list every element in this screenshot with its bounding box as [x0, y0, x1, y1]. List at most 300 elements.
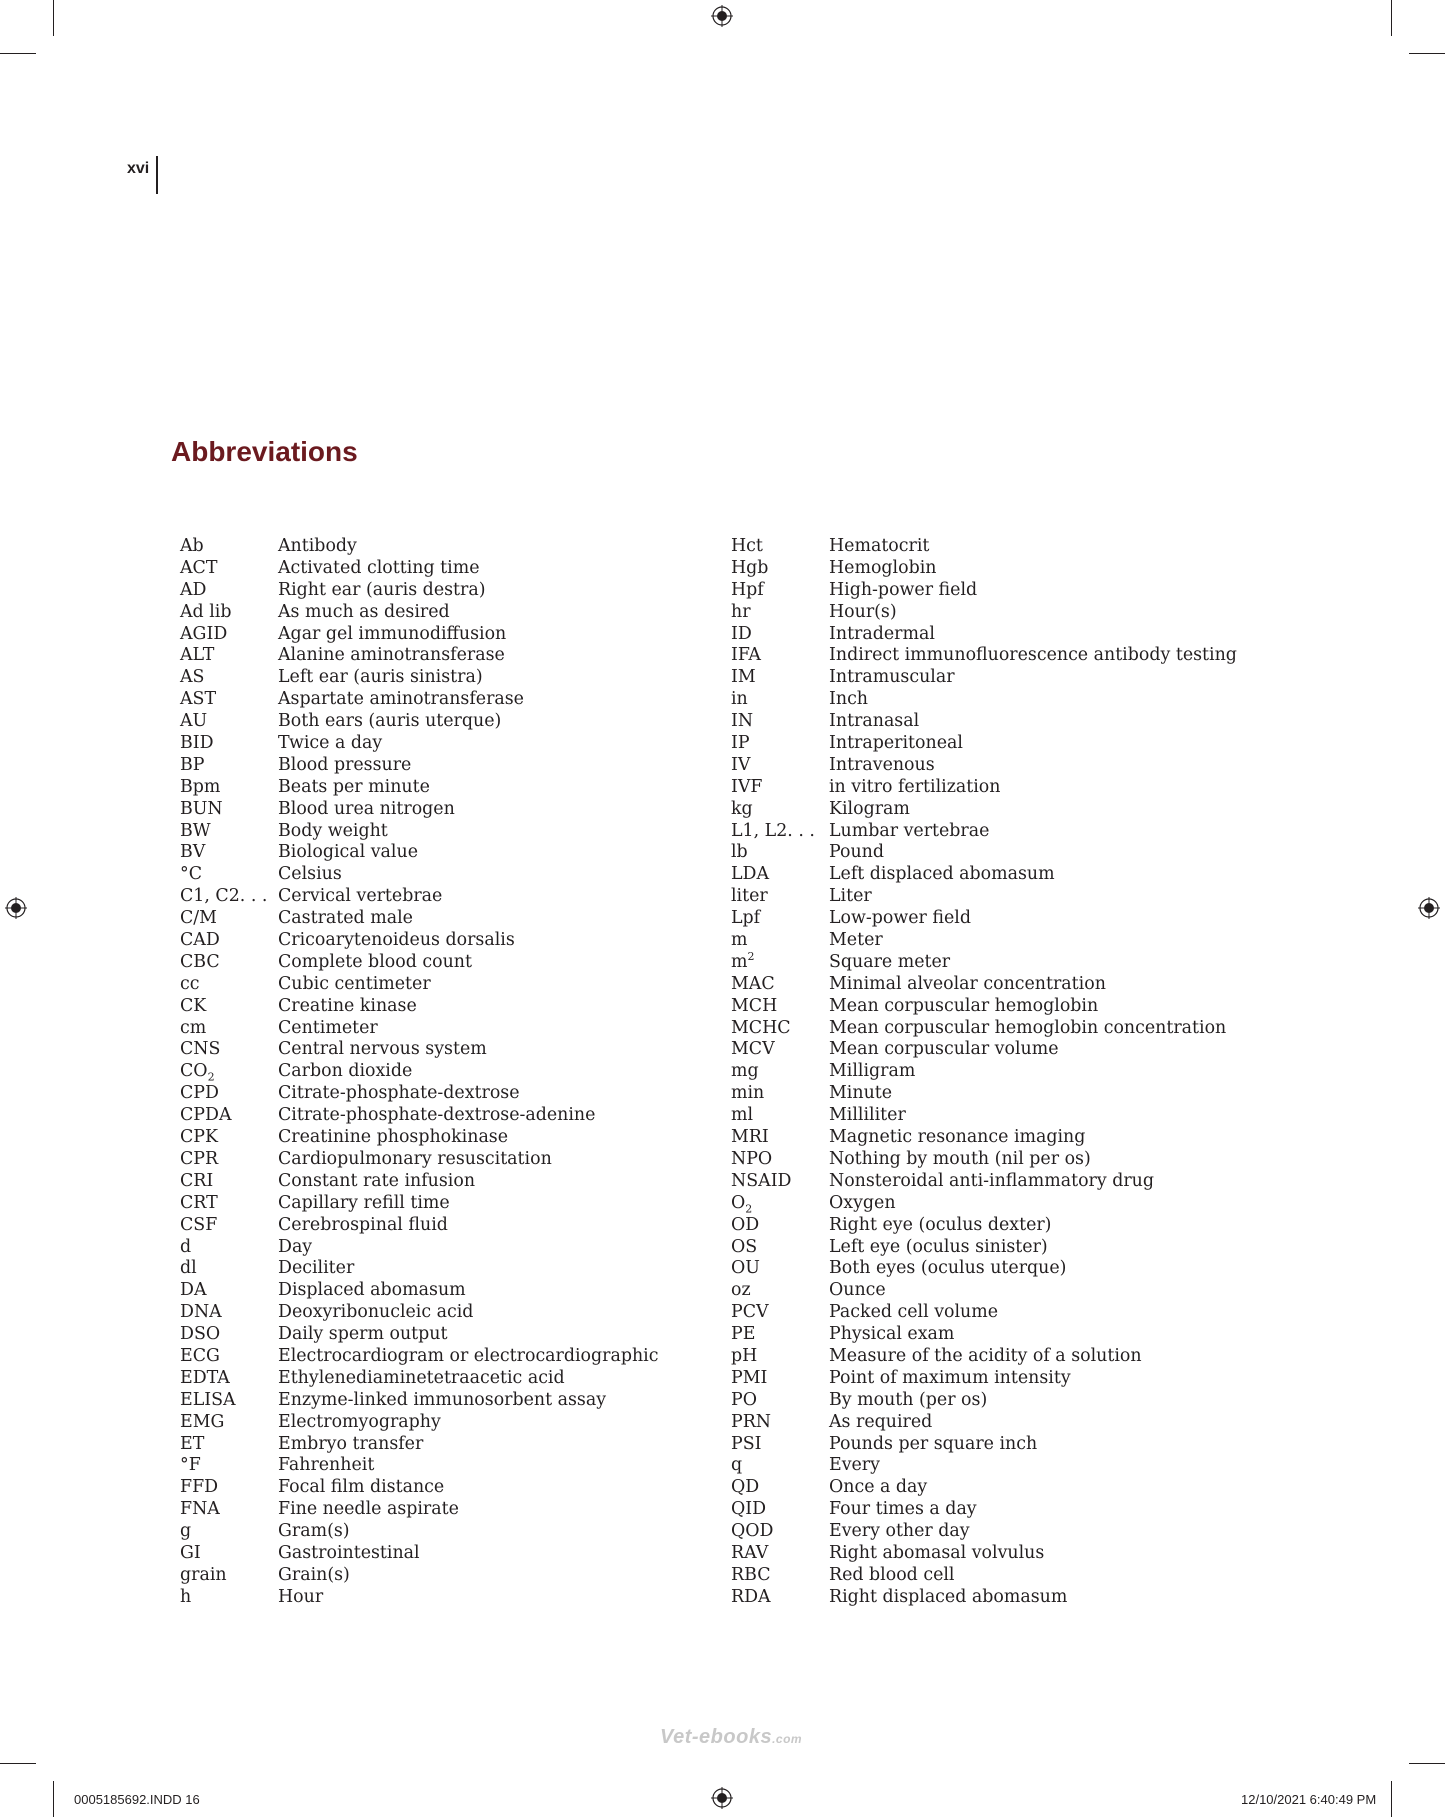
abbreviation-entry — [180, 1499, 658, 1521]
abbreviation-entry — [180, 1018, 658, 1040]
abbreviation-definition: Hematocrit — [829, 536, 930, 556]
abbreviation-definition: As much as desired — [278, 601, 450, 622]
abbreviation-term — [731, 799, 829, 821]
abbreviation-definition: Nonsteroidal anti-inflammatory drug — [829, 1170, 1155, 1191]
abbreviation-entry — [731, 1061, 1237, 1083]
abbreviation-text: Lpf — [731, 908, 761, 929]
abbreviations-column-right — [731, 536, 1237, 1609]
abbreviation-entry — [731, 1412, 1237, 1434]
abbreviation-definition: Gram(s) — [278, 1521, 350, 1542]
abbreviation-definition: Ethylenediaminetetraacetic acid — [278, 1367, 565, 1388]
abbreviation-definition: Enzyme-linked immunosorbent assay — [278, 1389, 607, 1410]
abbreviation-term — [180, 842, 278, 864]
abbreviation-definition: Right displaced abomasum — [829, 1586, 1068, 1607]
abbreviation-text: CK — [180, 995, 207, 1016]
abbreviation-entry — [731, 1346, 1237, 1368]
abbreviation-text: IN — [731, 711, 754, 732]
abbreviation-definition: Right eye (oculus dexter) — [829, 1214, 1052, 1235]
abbreviation-entry — [180, 536, 658, 558]
abbreviation-entry — [180, 667, 658, 689]
watermark-text: Vet-ebooks — [660, 1726, 773, 1748]
abbreviation-term — [180, 1258, 278, 1280]
abbreviation-term — [731, 711, 829, 733]
abbreviation-term — [731, 645, 829, 667]
abbreviation-entry — [180, 580, 658, 602]
abbreviation-text: g — [180, 1521, 192, 1542]
abbreviation-text: oz — [731, 1280, 751, 1301]
abbreviation-entry — [731, 755, 1237, 777]
abbreviation-definition: Intramuscular — [829, 667, 955, 688]
abbreviation-term — [180, 974, 278, 996]
abbreviation-definition: Castrated male — [278, 908, 413, 929]
abbreviation-entry — [731, 1083, 1237, 1105]
abbreviation-text: CPDA — [180, 1105, 232, 1126]
abbreviation-entry — [180, 1280, 658, 1302]
abbreviation-term — [731, 908, 829, 930]
abbreviation-term — [180, 1587, 278, 1609]
abbreviation-entry — [180, 821, 658, 843]
abbreviation-text: d — [180, 1236, 192, 1257]
abbreviation-term — [180, 952, 278, 974]
abbreviation-text: NPO — [731, 1148, 773, 1169]
abbreviation-term — [731, 1018, 829, 1040]
abbreviation-definition: Mean corpuscular volume — [829, 1039, 1059, 1060]
abbreviation-definition: Meter — [829, 930, 883, 951]
abbreviation-term — [731, 1390, 829, 1412]
abbreviation-definition: Both ears (auris uterque) — [278, 711, 502, 732]
abbreviation-text: cc — [180, 973, 200, 994]
abbreviation-text: in — [731, 689, 748, 710]
abbreviation-definition: Right ear (auris destra) — [278, 579, 486, 600]
abbreviation-definition: Electromyography — [278, 1411, 441, 1432]
abbreviation-term — [180, 1521, 278, 1543]
abbreviation-text: Ad lib — [180, 601, 232, 622]
abbreviation-text: IFA — [731, 645, 761, 666]
abbreviation-entry — [731, 1193, 1237, 1215]
abbreviation-text: L1, L2. . . — [731, 820, 815, 841]
abbreviation-term — [731, 1412, 829, 1434]
abbreviation-text: CSF — [180, 1214, 218, 1235]
abbreviation-term — [731, 1543, 829, 1565]
abbreviation-entry — [731, 558, 1237, 580]
abbreviation-definition: Left displaced abomasum — [829, 864, 1055, 885]
abbreviation-entry — [180, 1215, 658, 1237]
abbreviation-term — [180, 1237, 278, 1259]
abbreviation-term — [180, 1018, 278, 1040]
abbreviation-entry — [731, 799, 1237, 821]
abbreviation-text: CRT — [180, 1192, 218, 1213]
abbreviation-entry — [180, 952, 658, 974]
abbreviation-term — [731, 1434, 829, 1456]
abbreviation-entry — [731, 996, 1237, 1018]
abbreviation-definition: Cervical vertebrae — [278, 886, 443, 907]
abbreviation-text: Ab — [180, 536, 204, 556]
abbreviation-entry — [180, 624, 658, 646]
abbreviation-entry — [180, 689, 658, 711]
abbreviation-entry — [180, 930, 658, 952]
abbreviation-text: MCH — [731, 995, 778, 1016]
abbreviation-entry — [731, 1280, 1237, 1302]
abbreviation-entry — [180, 1587, 658, 1609]
abbreviation-term — [180, 1127, 278, 1149]
abbreviation-definition: As required — [829, 1411, 933, 1432]
abbreviation-term — [731, 1455, 829, 1477]
abbreviation-entry — [731, 1477, 1237, 1499]
abbreviation-entry — [180, 996, 658, 1018]
abbreviation-text: Hgb — [731, 557, 769, 578]
abbreviation-definition: Body weight — [278, 820, 388, 841]
abbreviation-definition: Cardiopulmonary resuscitation — [278, 1148, 552, 1169]
abbreviation-term — [180, 733, 278, 755]
abbreviation-term — [180, 1083, 278, 1105]
abbreviation-term — [180, 1499, 278, 1521]
abbreviation-definition: Kilogram — [829, 798, 910, 819]
abbreviation-term — [731, 689, 829, 711]
abbreviation-text: mg — [731, 1061, 759, 1082]
abbreviation-term — [731, 842, 829, 864]
abbreviation-definition: Red blood cell — [829, 1564, 955, 1585]
abbreviation-entry — [731, 645, 1237, 667]
abbreviation-text: hr — [731, 601, 751, 622]
abbreviation-text: QD — [731, 1477, 760, 1498]
abbreviation-term — [731, 1171, 829, 1193]
abbreviation-term — [731, 1587, 829, 1609]
abbreviation-text: pH — [731, 1345, 758, 1366]
abbreviation-entry — [731, 1368, 1237, 1390]
abbreviation-definition: Deciliter — [278, 1258, 355, 1279]
abbreviation-term — [731, 1346, 829, 1368]
abbreviation-term — [731, 1477, 829, 1499]
abbreviation-definition: Square meter — [829, 951, 951, 972]
abbreviation-entry — [180, 1127, 658, 1149]
abbreviation-text: IP — [731, 733, 750, 754]
abbreviation-entry — [731, 1258, 1237, 1280]
abbreviation-entry — [180, 886, 658, 908]
abbreviation-definition: Oxygen — [829, 1192, 896, 1213]
abbreviation-entry — [180, 1521, 658, 1543]
abbreviation-text: ALT — [180, 645, 215, 666]
abbreviation-term — [731, 1280, 829, 1302]
abbreviation-term — [180, 1324, 278, 1346]
abbreviation-entry — [731, 624, 1237, 646]
abbreviation-definition: Point of maximum intensity — [829, 1367, 1071, 1388]
abbreviation-text: QOD — [731, 1521, 774, 1542]
abbreviation-subscript: 2 — [745, 1202, 753, 1216]
abbreviation-definition: Day — [278, 1236, 313, 1257]
abbreviation-entry — [180, 1105, 658, 1127]
abbreviation-term — [731, 974, 829, 996]
abbreviation-text: ID — [731, 623, 752, 644]
abbreviation-entry — [180, 1083, 658, 1105]
abbreviation-text: IVF — [731, 776, 763, 797]
abbreviation-entry — [180, 1193, 658, 1215]
abbreviation-entry — [731, 974, 1237, 996]
abbreviation-entry — [731, 1434, 1237, 1456]
abbreviation-term — [180, 1215, 278, 1237]
abbreviation-term — [180, 1434, 278, 1456]
abbreviation-entry — [731, 711, 1237, 733]
registration-mark-icon — [711, 1787, 733, 1809]
abbreviation-superscript: 2 — [747, 950, 755, 964]
abbreviation-text: MAC — [731, 973, 775, 994]
abbreviation-entry — [180, 864, 658, 886]
abbreviation-text: PE — [731, 1324, 756, 1345]
abbreviation-entry — [731, 1324, 1237, 1346]
abbreviation-entry — [731, 1018, 1237, 1040]
abbreviation-definition: Every other day — [829, 1521, 970, 1542]
abbreviation-definition: Intraperitoneal — [829, 733, 963, 754]
abbreviation-definition: Creatinine phosphokinase — [278, 1127, 509, 1148]
abbreviation-entry — [731, 1587, 1237, 1609]
abbreviation-term — [731, 733, 829, 755]
abbreviation-term — [180, 645, 278, 667]
abbreviation-text: PCV — [731, 1302, 769, 1323]
abbreviation-text: °C — [180, 864, 203, 885]
abbreviation-term — [731, 1565, 829, 1587]
abbreviation-definition: Complete blood count — [278, 951, 472, 972]
abbreviation-text: DA — [180, 1280, 207, 1301]
abbreviation-entry — [180, 602, 658, 624]
abbreviation-entry — [731, 908, 1237, 930]
abbreviation-text: ACT — [180, 557, 218, 578]
abbreviation-definition: in vitro fertilization — [829, 776, 1001, 797]
abbreviations-column-left — [180, 536, 658, 1609]
abbreviation-entry — [180, 1324, 658, 1346]
abbreviation-text: C1, C2. . . — [180, 886, 268, 907]
abbreviation-term — [180, 1346, 278, 1368]
crop-mark — [1391, 0, 1392, 36]
abbreviation-definition: Fine needle aspirate — [278, 1499, 459, 1520]
abbreviation-text: RAV — [731, 1542, 769, 1563]
abbreviation-definition: Hour — [278, 1586, 324, 1607]
watermark-logo — [660, 1726, 802, 1749]
abbreviation-definition: Embryo transfer — [278, 1433, 424, 1454]
abbreviation-entry — [180, 799, 658, 821]
abbreviation-text: BP — [180, 754, 205, 775]
abbreviation-definition: Biological value — [278, 842, 418, 863]
abbreviation-term — [180, 1280, 278, 1302]
page-title: Abbreviations — [171, 436, 358, 467]
abbreviation-definition: Citrate-phosphate-dextrose-adenine — [278, 1105, 596, 1126]
slug-file-info: 0005185692.INDD 16 — [74, 1792, 200, 1807]
abbreviation-term — [731, 1521, 829, 1543]
abbreviation-definition: Hour(s) — [829, 601, 897, 622]
abbreviation-entry — [180, 1368, 658, 1390]
abbreviation-text: dl — [180, 1258, 197, 1279]
abbreviation-definition: Milliliter — [829, 1105, 906, 1126]
abbreviation-definition: Mean corpuscular hemoglobin — [829, 995, 1099, 1016]
abbreviation-term — [180, 996, 278, 1018]
abbreviation-text: RBC — [731, 1564, 771, 1585]
abbreviation-definition: Agar gel immunodiffusion — [278, 623, 507, 644]
abbreviation-definition: Ounce — [829, 1280, 886, 1301]
abbreviation-text: C/M — [180, 908, 217, 929]
abbreviation-term — [180, 821, 278, 843]
abbreviation-entry — [731, 733, 1237, 755]
abbreviation-text: BV — [180, 842, 206, 863]
abbreviation-text: PO — [731, 1389, 757, 1410]
abbreviation-term — [180, 1390, 278, 1412]
page-number-divider — [156, 156, 158, 194]
abbreviation-entry — [180, 777, 658, 799]
abbreviation-term — [180, 1171, 278, 1193]
abbreviation-entry — [731, 1565, 1237, 1587]
abbreviation-definition: Daily sperm output — [278, 1324, 448, 1345]
abbreviation-term — [731, 864, 829, 886]
crop-mark — [0, 1763, 36, 1764]
abbreviation-term — [731, 667, 829, 689]
abbreviation-text: DSO — [180, 1324, 221, 1345]
abbreviation-text: AST — [180, 689, 217, 710]
abbreviation-term — [180, 711, 278, 733]
abbreviation-entry — [731, 1237, 1237, 1259]
abbreviation-text: DNA — [180, 1302, 222, 1323]
abbreviation-text: GI — [180, 1542, 201, 1563]
abbreviation-definition: Cerebrospinal fluid — [278, 1214, 448, 1235]
abbreviation-text: liter — [731, 886, 768, 907]
abbreviation-entry — [731, 1455, 1237, 1477]
abbreviation-entry — [180, 711, 658, 733]
abbreviation-definition: Milligram — [829, 1061, 916, 1082]
abbreviation-term — [731, 580, 829, 602]
abbreviation-entry — [180, 974, 658, 996]
abbreviation-definition: Activated clotting time — [278, 557, 480, 578]
abbreviation-text: CPK — [180, 1127, 218, 1148]
abbreviation-term — [180, 930, 278, 952]
abbreviation-entry — [731, 1039, 1237, 1061]
watermark-suffix: .com — [772, 1732, 803, 1746]
abbreviation-definition: Left ear (auris sinistra) — [278, 667, 483, 688]
abbreviation-text: min — [731, 1083, 765, 1104]
abbreviation-term — [180, 799, 278, 821]
abbreviation-text: MCHC — [731, 1017, 791, 1038]
abbreviation-definition: Magnetic resonance imaging — [829, 1127, 1086, 1148]
abbreviation-term — [731, 777, 829, 799]
abbreviation-entry — [731, 952, 1237, 974]
abbreviation-entry — [731, 1543, 1237, 1565]
abbreviation-definition: Measure of the acidity of a solution — [829, 1345, 1142, 1366]
abbreviation-definition: Citrate-phosphate-dextrose — [278, 1083, 520, 1104]
abbreviation-entry — [180, 1412, 658, 1434]
abbreviation-definition: Focal film distance — [278, 1477, 445, 1498]
abbreviation-definition: Once a day — [829, 1477, 928, 1498]
abbreviation-term — [731, 1149, 829, 1171]
abbreviation-text: Hpf — [731, 579, 764, 600]
abbreviation-entry — [731, 1171, 1237, 1193]
page-number: xvi — [127, 160, 150, 177]
abbreviation-term — [731, 1499, 829, 1521]
abbreviation-definition: Electrocardiogram or electrocardiographic — [278, 1345, 659, 1366]
abbreviation-text: IV — [731, 754, 751, 775]
abbreviation-text: FNA — [180, 1499, 220, 1520]
abbreviation-definition: Cubic centimeter — [278, 973, 431, 994]
abbreviation-entry — [180, 755, 658, 777]
abbreviation-entry — [180, 842, 658, 864]
abbreviation-text: ECG — [180, 1345, 220, 1366]
abbreviation-term — [731, 1039, 829, 1061]
abbreviation-text: m — [731, 930, 748, 951]
abbreviation-text: ELISA — [180, 1389, 236, 1410]
abbreviation-text: PMI — [731, 1367, 768, 1388]
abbreviation-definition: Inch — [829, 689, 869, 710]
abbreviation-term — [731, 1083, 829, 1105]
abbreviation-text: IM — [731, 667, 756, 688]
abbreviation-entry — [731, 689, 1237, 711]
abbreviation-term — [731, 536, 829, 558]
abbreviation-entry — [731, 821, 1237, 843]
abbreviation-text: lb — [731, 842, 748, 863]
abbreviation-definition: Constant rate infusion — [278, 1170, 476, 1191]
abbreviation-entry — [180, 1455, 658, 1477]
abbreviation-text: PRN — [731, 1411, 772, 1432]
abbreviation-term — [731, 624, 829, 646]
abbreviation-text: CBC — [180, 951, 220, 972]
abbreviation-text: BID — [180, 733, 214, 754]
abbreviation-entry — [731, 1499, 1237, 1521]
abbreviation-text: MRI — [731, 1127, 769, 1148]
abbreviation-text: MCV — [731, 1039, 775, 1060]
abbreviation-term — [731, 1368, 829, 1390]
abbreviation-entry — [731, 1302, 1237, 1324]
abbreviation-term — [731, 1302, 829, 1324]
abbreviation-text: CPR — [180, 1148, 219, 1169]
abbreviation-term — [180, 1302, 278, 1324]
abbreviation-text: m — [731, 951, 748, 972]
abbreviation-text: OU — [731, 1258, 760, 1279]
abbreviation-text: PSI — [731, 1433, 762, 1454]
abbreviation-entry — [731, 1215, 1237, 1237]
abbreviation-text: O — [731, 1192, 746, 1213]
abbreviation-term — [731, 1061, 829, 1083]
abbreviation-definition: Right abomasal volvulus — [829, 1542, 1045, 1563]
abbreviation-text: CO — [180, 1061, 208, 1082]
abbreviation-text: OS — [731, 1236, 758, 1257]
abbreviation-definition: Both eyes (oculus uterque) — [829, 1258, 1067, 1279]
crop-mark — [1409, 53, 1445, 54]
abbreviation-term — [731, 558, 829, 580]
abbreviation-definition: Lumbar vertebrae — [829, 820, 990, 841]
abbreviation-text: CRI — [180, 1170, 214, 1191]
abbreviation-text: kg — [731, 798, 753, 819]
abbreviation-definition: Centimeter — [278, 1017, 378, 1038]
abbreviation-term — [180, 1412, 278, 1434]
abbreviation-term — [731, 1215, 829, 1237]
abbreviation-entry — [731, 886, 1237, 908]
abbreviation-term — [731, 1258, 829, 1280]
abbreviation-definition: Blood pressure — [278, 754, 412, 775]
abbreviation-definition: Minute — [829, 1083, 893, 1104]
abbreviation-definition: Packed cell volume — [829, 1302, 999, 1323]
abbreviation-text: EMG — [180, 1411, 225, 1432]
crop-mark — [53, 0, 54, 36]
abbreviation-term — [180, 602, 278, 624]
abbreviation-term — [180, 1477, 278, 1499]
abbreviation-definition: By mouth (per os) — [829, 1389, 988, 1410]
abbreviation-term — [731, 952, 829, 974]
abbreviation-term — [180, 908, 278, 930]
abbreviation-term — [180, 864, 278, 886]
abbreviation-term — [180, 1149, 278, 1171]
abbreviation-definition: Displaced abomasum — [278, 1280, 466, 1301]
abbreviation-entry — [180, 1061, 658, 1083]
abbreviation-definition: Alanine aminotransferase — [278, 645, 505, 666]
abbreviation-entry — [180, 1171, 658, 1193]
abbreviation-definition: Antibody — [278, 536, 357, 556]
abbreviation-text: AS — [180, 667, 205, 688]
abbreviation-text: RDA — [731, 1586, 771, 1607]
crop-mark — [53, 1781, 54, 1817]
abbreviation-definition: Central nervous system — [278, 1039, 487, 1060]
